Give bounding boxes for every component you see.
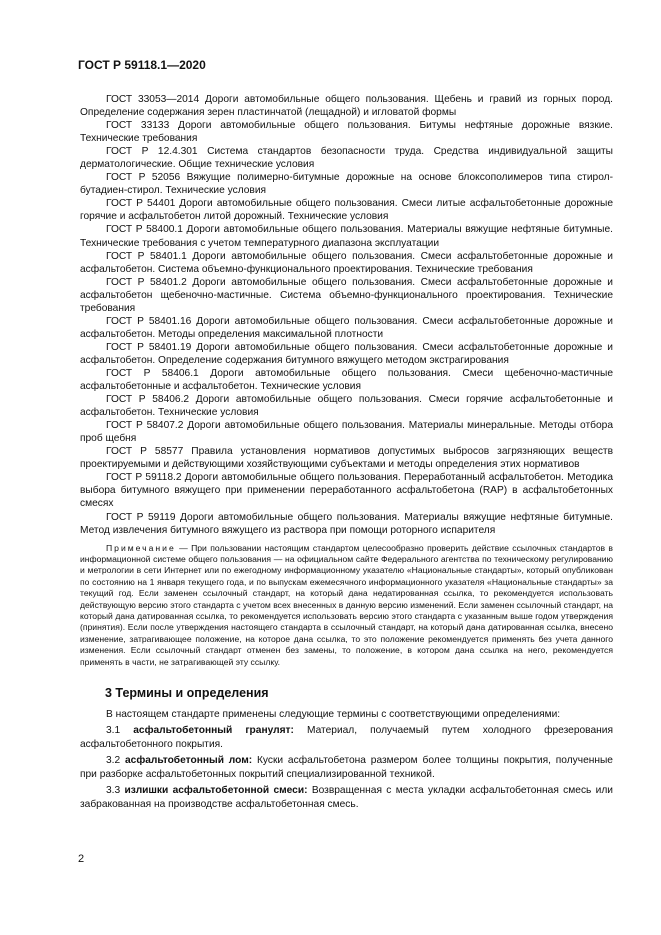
reference-item: ГОСТ Р 58401.19 Дороги автомобильные общего пользования. Смеси асфальтобетонные дорожные и асфальтобетон. Определение содержания битумного вяжущего методом экстрагирования (80, 341, 613, 366)
terms-section (80, 708, 613, 811)
reference-item: ГОСТ Р 58407.2 Дороги автомобильные общего пользования. Материалы минеральные. Методы отбора проб щебня (80, 420, 613, 445)
term-definition: Материал, получаемый путем холодного фрезерования асфальтобетонного покрытия. (80, 725, 613, 750)
term-entry (80, 724, 613, 751)
note-text: — При пользовании настоящим стандартом целесообразно проверить действие ссылочных стандартов в информационной системе общего пользования — на официальном сайте Федерального агентства по техническому регулированию и метрологии в сети Интернет или по ежегодному информационному указателю «Национальные стандарты», который опубликован по состоянию на 1 января текущего года, и по выпускам ежемесячного информационного указателя «Национальные стандарты» за текущий год. Если заменен ссылочный стандарт, на который дана недатированная ссылка, то рекомендуется использовать действующую версию этого стандарта с учетом всех внесенных в данную версию изменений. Если заменен ссылочный стандарт, на который дана датированная ссылка, то рекомендуется использовать версию этого стандарта с указанным выше годом утверждения (принятия). Если после утверждения настоящего стандарта в ссылочный стандарт, на который дана датированная ссылка, внесено изменение, затрагивающее положение, на которое дана ссылка, то это положение рекомендуется применять без учета данного изменения. Если ссылочный стандарт отменен без замены, то положение, в котором дана ссылка на него, рекомендуется применять в части, не затрагивающей эту ссылку. (80, 542, 613, 667)
section-heading: 3 Термины и определения (105, 686, 269, 701)
normative-references-list (80, 93, 613, 537)
reference-item: ГОСТ 33133 Дороги автомобильные общего пользования. Битумы нефтяные дорожные вязкие. Технические требования (80, 120, 613, 145)
term-number: 3.1 (106, 725, 121, 737)
reference-item: ГОСТ Р 58406.1 Дороги автомобильные общего пользования. Смеси щебеночно-мастичные асфальтобетонные и асфальтобетон. Технические условия (80, 367, 613, 393)
page-number: 2 (78, 853, 85, 865)
reference-item: ГОСТ Р 58400.1 Дороги автомобильные общего пользования. Материалы вяжущие нефтяные битумные. Технические требования с учетом температурного диапазона эксплуатации (80, 224, 613, 249)
term-definition: Возвращенная с места укладки асфальтобетонная смесь или забракованная на производстве асфальтобетонная смесь. (80, 785, 613, 810)
section-intro: В настоящем стандарте применены следующие термины с соответствующими определениями: (106, 709, 561, 721)
term-definition: Куски асфальтобетона размером более толщины покрытия, полученные при разборке асфальтобетонных покрытий специализированной техникой. (80, 755, 613, 780)
reference-item: ГОСТ Р 52056 Вяжущие полимерно-битумные дорожные на основе блоксополимеров типа стирол-бутадиен-стирол. Технические условия (80, 172, 613, 197)
reference-item: ГОСТ 33053—2014 Дороги автомобильные общего пользования. Щебень и гравий из горных пород. Определение содержания зерен пластинчатой (лещадной) и игловатой формы (80, 94, 613, 119)
term-entry (80, 784, 613, 811)
term-entry (80, 754, 613, 781)
reference-item: ГОСТ Р 59119 Дороги автомобильные общего пользования. Материалы вяжущие нефтяные битумные. Метод извлечения битумного вяжущего из раствора при помощи роторного испарителя (80, 511, 613, 536)
reference-item: ГОСТ Р 59118.2 Дороги автомобильные общего пользования. Переработанный асфальтобетон. Методика выбора битумного вяжущего при применении переработанного асфальтобетона (RAP) в асфальтобетонных смесях (80, 472, 613, 510)
document-code: ГОСТ Р 59118.1—2020 (78, 58, 206, 72)
reference-item: ГОСТ Р 12.4.301 Система стандартов безопасности труда. Средства индивидуальной защиты дерматологические. Общие технические условия (80, 146, 613, 171)
note-label: Примечание (106, 542, 176, 553)
term-name: излишки асфальтобетонной смеси: (124, 785, 308, 797)
reference-item: ГОСТ Р 58406.2 Дороги автомобильные общего пользования. Смеси горячие асфальтобетонные и асфальтобетон. Технические условия (80, 394, 613, 419)
reference-item: ГОСТ Р 58401.1 Дороги автомобильные общего пользования. Смеси асфальтобетонные дорожные и асфальтобетон. Система объемно-функционального проектирования. Технические требования (80, 250, 613, 275)
term-name: асфальтобетонный лом: (124, 755, 253, 767)
reference-item: ГОСТ Р 58401.16 Дороги автомобильные общего пользования. Смеси асфальтобетонные дорожные и асфальтобетон. Методы определения максимальной плотности (80, 315, 613, 340)
note-paragraph (80, 543, 613, 668)
reference-item: ГОСТ Р 54401 Дороги автомобильные общего пользования. Смеси литые асфальтобетонные дорожные горячие и асфальтобетон литой дорожный. Технические условия (80, 198, 613, 223)
reference-item: ГОСТ Р 58577 Правила установления нормативов допустимых выбросов загрязняющих веществ проектируемыми и действующими хозяйствующими субъектами и методы определения этих нормативов (80, 446, 613, 471)
term-number: 3.2 (106, 755, 121, 767)
reference-item: ГОСТ Р 58401.2 Дороги автомобильные общего пользования. Смеси асфальтобетонные дорожные и асфальтобетон щебеночно-мастичные. Система объемно-функционального проектирования. Технические требования (80, 276, 613, 314)
page-content (80, 93, 613, 811)
term-name: асфальтобетонный гранулят: (133, 725, 294, 737)
term-number: 3.3 (106, 785, 121, 797)
